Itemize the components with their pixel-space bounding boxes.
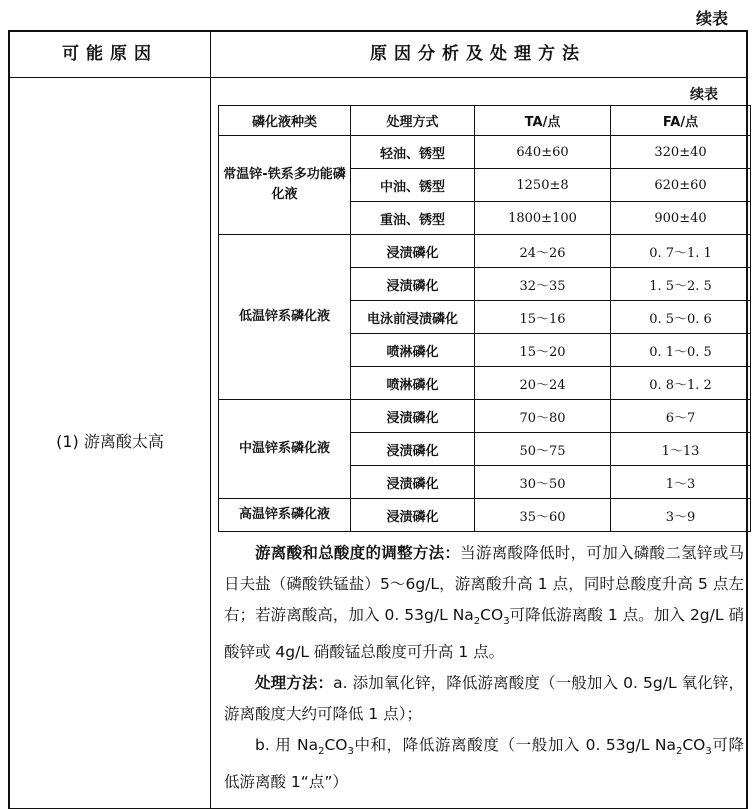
fa-cell: 6～7 <box>611 400 751 433</box>
kind-cell: 中温锌系磷化液 <box>219 400 351 499</box>
ta-cell: 15～20 <box>475 334 611 367</box>
fa-cell: 0. 1～0. 5 <box>611 334 751 367</box>
col-header-fa: FA/点 <box>611 106 751 136</box>
ta-cell: 1800±100 <box>475 202 611 235</box>
table-row <box>219 400 751 433</box>
fa-cell: 620±60 <box>611 169 751 202</box>
adjust-text-b: 可降低游离酸 1 点。加入 2g/L 硝酸锌或 4g/L 硝酸锰总酸度可升高 1 点。 <box>224 606 744 662</box>
method-cell: 中油、锈型 <box>351 169 475 202</box>
method-cell: 浸渍磷化 <box>351 499 475 532</box>
fa-cell: 1. 5～2. 5 <box>611 268 751 301</box>
treatment-heading: 处理方法： <box>255 674 334 693</box>
ta-cell: 35～60 <box>475 499 611 532</box>
kind-cell: 常温锌-铁系多功能磷化液 <box>219 136 351 235</box>
fa-cell: 0. 8～1. 2 <box>611 367 751 400</box>
treatment-item-b-mid: 中和，降低游离酸度（一般加入 0. 53g/L <box>353 736 655 755</box>
col-header-ta: TA/点 <box>475 106 611 136</box>
column-divider <box>210 32 211 809</box>
fa-cell: 320±40 <box>611 136 751 169</box>
ta-cell: 640±60 <box>475 136 611 169</box>
main-table <box>8 30 748 809</box>
ta-cell: 32～35 <box>475 268 611 301</box>
col-header-method: 处理方式 <box>351 106 475 136</box>
adjust-heading: 游离酸和总酸度的调整方法： <box>255 544 461 562</box>
method-cell: 浸渍磷化 <box>351 235 475 268</box>
fa-cell: 0. 7～1. 1 <box>611 235 751 268</box>
treatment-item-b-post: 可降低游离酸 1“点”） <box>224 736 744 792</box>
fa-cell: 3～9 <box>611 499 751 532</box>
ta-cell: 15～16 <box>475 301 611 334</box>
method-cell: 轻油、锈型 <box>351 136 475 169</box>
treatment-item-b-pre: b. 用 <box>255 736 297 755</box>
ta-cell: 20～24 <box>475 367 611 400</box>
method-cell: 重油、锈型 <box>351 202 475 235</box>
inner-continued-label: 续表 <box>690 87 718 103</box>
method-cell: 浸渍磷化 <box>351 268 475 301</box>
method-cell: 喷淋磷化 <box>351 367 475 400</box>
kind-cell: 高温锌系磷化液 <box>219 499 351 532</box>
adjustment-paragraph <box>224 538 744 798</box>
ta-cell: 30～50 <box>475 466 611 499</box>
cause-label: (1) 游离酸太高 <box>56 432 164 451</box>
kind-cell: 低温锌系磷化液 <box>219 235 351 400</box>
method-cell: 浸渍磷化 <box>351 400 475 433</box>
fa-cell: 1～13 <box>611 433 751 466</box>
method-cell: 浸渍磷化 <box>351 466 475 499</box>
phosphating-table <box>218 105 751 532</box>
header-analysis: 原因分析及处理方法 <box>370 44 586 64</box>
adjust-text-a: 当游离酸降低时，可加入磷酸二氢锌或马日夫盐（磷酸铁锰盐）5～6g/L，游离酸升高 1 点，同时总酸度升高 5 点左右；若游离酸高，加入 0. 53g/L <box>224 544 744 624</box>
table-row <box>219 235 751 268</box>
method-cell: 喷淋磷化 <box>351 334 475 367</box>
table-row <box>219 136 751 169</box>
na2co3-formula: $Na_2CO_3$ <box>654 736 712 758</box>
fa-cell: 900±40 <box>611 202 751 235</box>
ta-cell: 1250±8 <box>475 169 611 202</box>
table-row <box>219 499 751 532</box>
na2co3-formula: $Na_2CO_3$ <box>452 606 510 628</box>
inner-header-row <box>219 106 751 136</box>
ta-cell: 50～75 <box>475 433 611 466</box>
fa-cell: 1～3 <box>611 466 751 499</box>
ta-cell: 70～80 <box>475 400 611 433</box>
header-cause: 可能原因 <box>62 44 158 64</box>
na2co3-formula: $Na_2CO_3$ <box>296 736 354 758</box>
method-cell: 电泳前浸渍磷化 <box>351 301 475 334</box>
continued-label: 续表 <box>695 9 728 28</box>
ta-cell: 24～26 <box>475 235 611 268</box>
fa-cell: 0. 5～0. 6 <box>611 301 751 334</box>
table-header-row <box>10 32 746 78</box>
treatment-item-a: a. 添加氧化锌，降低游离酸度（一般加入 0. 5g/L 氧化锌，游离酸度大约可降低 1 点）； <box>224 674 744 724</box>
col-header-kind: 磷化液种类 <box>219 106 351 136</box>
method-cell: 浸渍磷化 <box>351 433 475 466</box>
